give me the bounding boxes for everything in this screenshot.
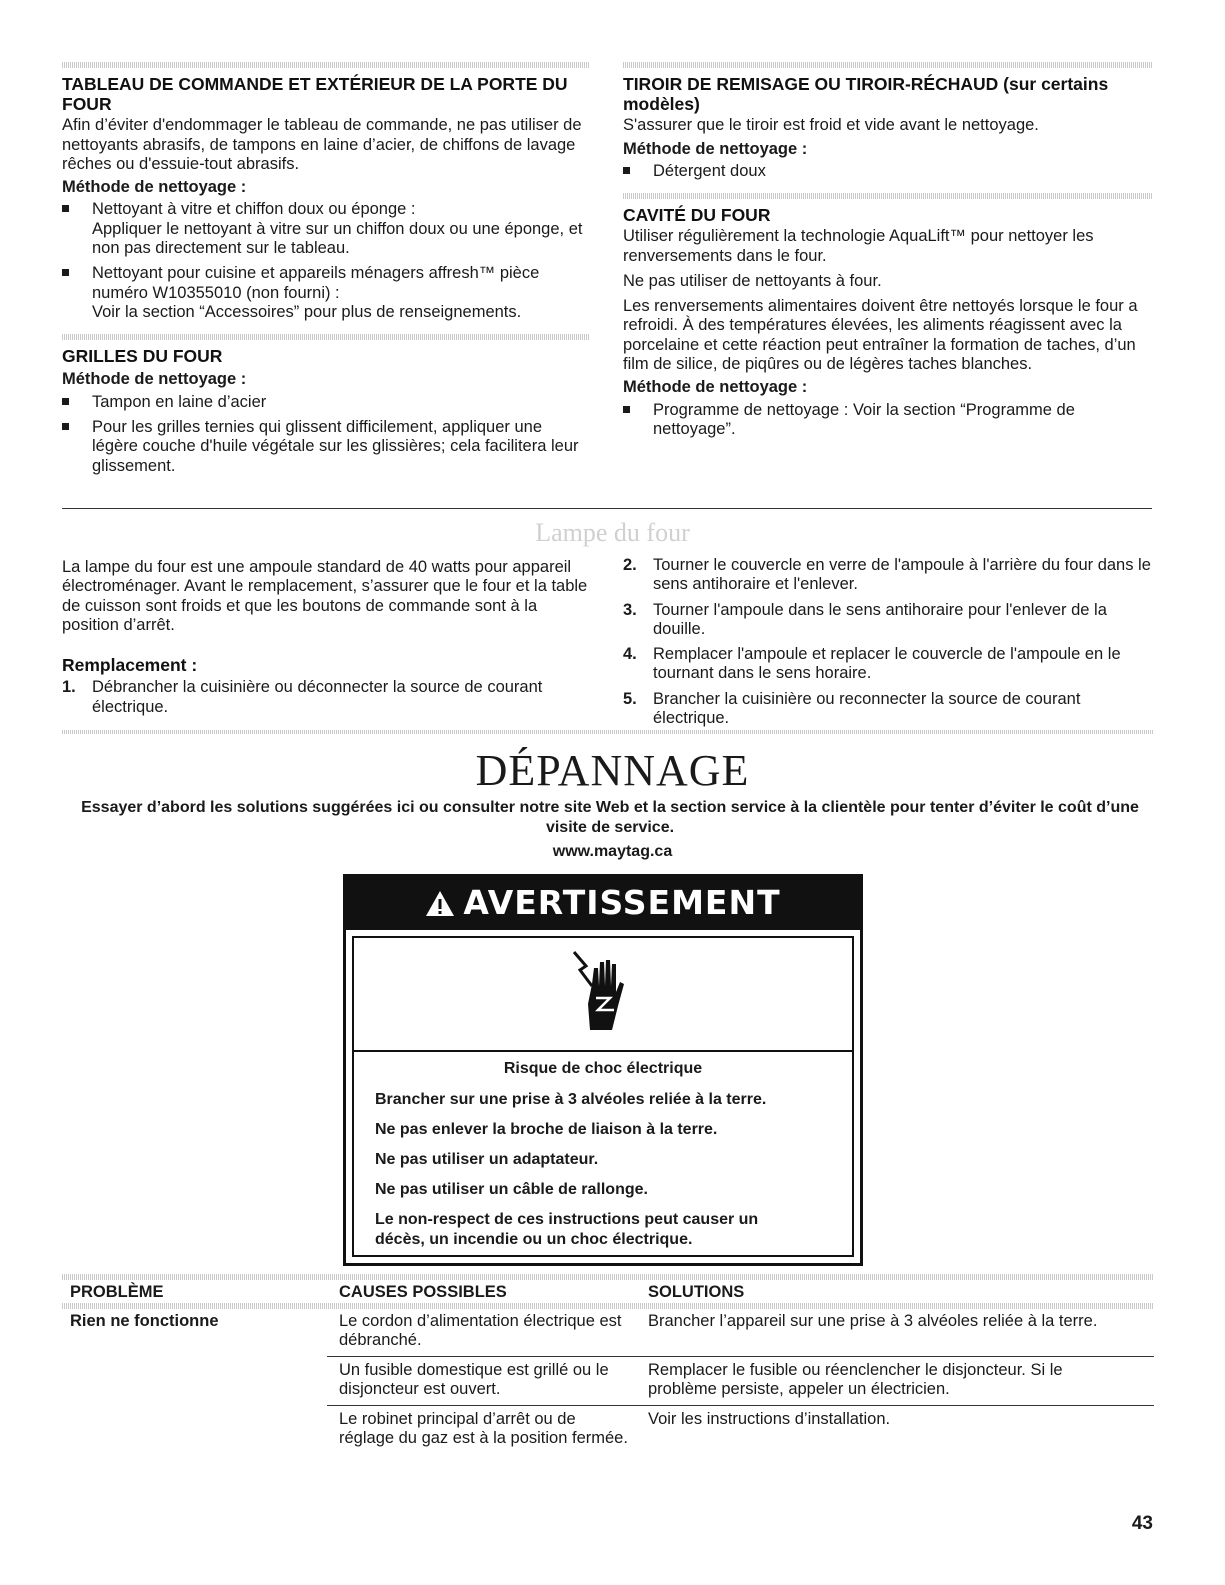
list-item: Détergent doux <box>623 162 1153 181</box>
table-cause-cell: Le robinet principal d’arrêt ou de réglage du gaz est à la position fermée. <box>339 1410 628 1448</box>
warning-box <box>343 874 863 1266</box>
cavity-method-list <box>623 401 1153 440</box>
step-text: Débrancher la cuisinière ou déconnecter la source de courant électrique. <box>92 678 543 716</box>
warning-line: Ne pas utiliser un adaptateur. <box>375 1151 599 1169</box>
troubleshooting-title: DÉPANNAGE <box>475 746 750 795</box>
table-row-rule <box>327 1356 1154 1357</box>
table-row-rule <box>327 1405 1154 1406</box>
cavity-p2: Ne pas utiliser de nettoyants à four. <box>623 271 882 290</box>
cavity-title: CAVITÉ DU FOUR <box>623 205 771 226</box>
racks-method-label: Méthode de nettoyage : <box>62 370 247 389</box>
table-header-solutions: SOLUTIONS <box>648 1283 745 1301</box>
replacement-label: Remplacement : <box>62 655 198 676</box>
list-item: Tampon en laine d’acier <box>62 393 590 412</box>
lamp-intro: La lampe du four est une ampoule standard de 40 watts pour appareil électroménager. Avant le remplacement, s’assurer que le four et la table de cuisson sont froids et que les boutons de commande sont à la position d’arrêt. <box>62 558 588 634</box>
lamp-section-title: Lampe du four <box>535 518 690 547</box>
drawer-method-list <box>623 162 1153 181</box>
electric-shock-hand-icon <box>566 948 636 1034</box>
drawer-title: TIROIR DE REMISAGE OU TIROIR-RÉCHAUD (sur certains modèles) <box>623 74 1109 115</box>
section-divider <box>62 62 590 68</box>
page-number: 43 <box>1131 1513 1153 1534</box>
section-divider <box>623 193 1153 199</box>
warning-line: Ne pas enlever la broche de liaison à la terre. <box>375 1120 718 1138</box>
table-solution-cell: Voir les instructions d’installation. <box>648 1410 891 1428</box>
oven-panel-title: TABLEAU DE COMMANDE ET EXTÉRIEUR DE LA PORTE DU FOUR <box>62 74 568 115</box>
list-item: Programme de nettoyage : Voir la section “Programme de nettoyage”. <box>623 401 1153 440</box>
warning-header-text: AVERTISSEMENT <box>463 883 781 923</box>
warning-line: Brancher sur une prise à 3 alvéoles reliée à la terre. <box>375 1090 767 1108</box>
table-problem-cell: Rien ne fonctionne <box>70 1312 219 1330</box>
table-cause-cell: Le cordon d’alimentation électrique est débranché. <box>339 1312 622 1350</box>
oven-panel-method-list <box>62 200 590 322</box>
step-text: Tourner l'ampoule dans le sens antihoraire pour l'enlever de la douille. <box>653 600 1107 638</box>
table-header-divider <box>62 1303 1154 1309</box>
step-text: Brancher la cuisinière ou reconnecter la source de courant électrique. <box>653 689 1081 728</box>
table-header-causes: CAUSES POSSIBLES <box>339 1283 507 1301</box>
section-divider <box>62 730 1154 734</box>
warning-triangle-icon <box>425 890 455 917</box>
racks-method-list <box>62 393 590 476</box>
warning-header <box>346 877 860 930</box>
table-solution-cell: Brancher l’appareil sur une prise à 3 alvéoles reliée à la terre. <box>648 1312 1098 1330</box>
warning-risk: Risque de choc électrique <box>503 1060 703 1077</box>
table-solution-cell: Remplacer le fusible ou réenclencher le disjoncteur. Si le problème persiste, appeler un électricien. <box>648 1361 1063 1399</box>
list-item-text: Appliquer le nettoyant à vitre sur un chiffon doux ou une éponge, et non pas directement sur le tableau. <box>92 219 583 258</box>
table-header-problem: PROBLÈME <box>70 1283 164 1301</box>
section-divider <box>62 334 590 340</box>
warning-line: Le non-respect de ces instructions peut causer un décès, un incendie ou un choc électrique. <box>375 1211 759 1248</box>
step-number: 2. <box>623 556 637 574</box>
step-text: Remplacer l'ampoule et replacer le couvercle de l'ampoule en le tournant dans le sens horaire. <box>653 645 1121 683</box>
list-item-text: Voir la section “Accessoires” pour plus de renseignements. <box>92 302 522 321</box>
lamp-steps-left <box>62 678 590 717</box>
section-divider <box>623 62 1153 68</box>
cavity-method-label: Méthode de nettoyage : <box>623 378 808 397</box>
right-column-top <box>623 62 1153 445</box>
list-item <box>62 264 590 322</box>
cavity-p3: Les renversements alimentaires doivent être nettoyés lorsque le four a refroidi. À des températures élevées, les aliments réagissent avec la porcelaine et cette réaction peut entraîner la formation de taches, d’un film de silice, de piqûres ou de légères taches blanches. <box>623 297 1138 374</box>
warning-text-area <box>352 1052 854 1257</box>
list-item <box>623 645 1153 684</box>
left-column-top <box>62 62 590 482</box>
drawer-method-label: Méthode de nettoyage : <box>623 139 808 158</box>
list-item <box>623 556 1153 595</box>
step-number: 5. <box>623 689 637 708</box>
website-url: www.maytag.ca <box>552 843 673 860</box>
lamp-steps-right <box>623 556 1153 728</box>
step-number: 3. <box>623 600 637 619</box>
warning-icon-area <box>352 936 854 1052</box>
list-item <box>623 601 1153 640</box>
list-item <box>62 200 590 258</box>
drawer-intro: S'assurer que le tiroir est froid et vide avant le nettoyage. <box>623 116 1039 135</box>
cavity-p1: Utiliser régulièrement la technologie AquaLift™ pour nettoyer les renversements dans le four. <box>623 227 1094 265</box>
step-number: 4. <box>623 645 637 664</box>
lamp-left-column <box>62 556 590 723</box>
oven-panel-method-label: Méthode de nettoyage : <box>62 178 247 197</box>
list-item-text: Nettoyant à vitre et chiffon doux ou éponge : <box>92 200 416 219</box>
lamp-right-column <box>623 556 1153 734</box>
table-top-divider <box>62 1274 1154 1280</box>
section-rule <box>62 508 1152 509</box>
step-text: Tourner le couvercle en verre de l'ampoule à l'arrière du four dans le sens antihoraire et l'enlever. <box>653 556 1151 594</box>
list-item <box>623 690 1153 729</box>
oven-panel-intro: Afin d’éviter d'endommager le tableau de commande, ne pas utiliser de nettoyants abrasifs, de tampons en laine d’acier, de chiffons de lavage rêches ou d'essuie-tout abrasifs. <box>62 116 582 173</box>
troubleshooting-intro: Essayer d’abord les solutions suggérées ici ou consulter notre site Web et la section service à la clientèle pour tenter d’éviter le coût d’une visite de service. <box>81 799 1139 836</box>
list-item-text: Nettoyant pour cuisine et appareils ménagers affresh™ pièce numéro W10355010 (non fourni) : <box>92 264 540 302</box>
racks-title: GRILLES DU FOUR <box>62 346 223 367</box>
list-item <box>62 678 590 717</box>
warning-line: Ne pas utiliser un câble de rallonge. <box>375 1181 648 1199</box>
list-item: Pour les grilles ternies qui glissent difficilement, appliquer une légère couche d'huile végétale sur les glissières; cela facilitera leur glissement. <box>62 418 590 476</box>
troubleshooting-table <box>62 1281 1154 1481</box>
table-cause-cell: Un fusible domestique est grillé ou le disjoncteur est ouvert. <box>339 1361 609 1399</box>
step-number: 1. <box>62 678 76 697</box>
